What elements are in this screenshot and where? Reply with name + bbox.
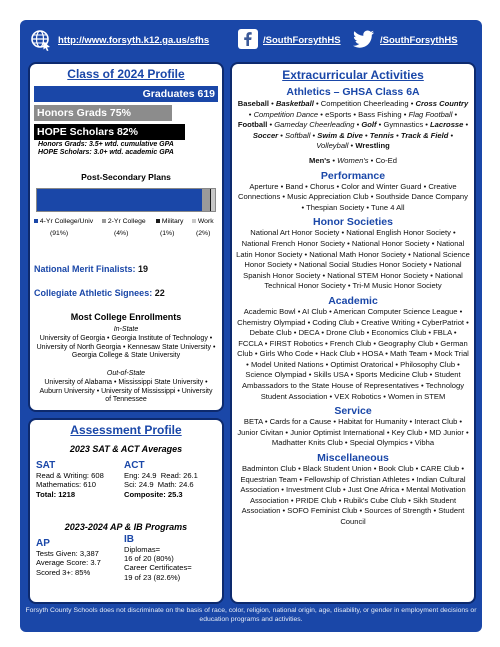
- sat-act-title: 2023 SAT & ACT Averages: [69, 444, 183, 454]
- merit-value: 19: [138, 264, 149, 274]
- athletics-item: Volleyball: [316, 141, 349, 151]
- facebook-link[interactable]: /SouthForsythHS: [263, 35, 341, 46]
- ap-scored: Scored 3+: 85%: [36, 567, 91, 577]
- athletics-item: Basketball: [275, 99, 314, 108]
- athletics-item: Cross Country: [415, 99, 469, 108]
- legend-4yr-swatch: [34, 219, 38, 223]
- sat-read-write: Read & Writing: 608: [36, 471, 104, 480]
- service-title: Service: [334, 405, 372, 418]
- bullet-separator: •: [318, 109, 326, 119]
- athletics-item: Flag Football: [408, 109, 453, 119]
- athletics-item: Baseball: [237, 99, 269, 108]
- athletics-item: Soccer: [252, 130, 279, 140]
- merit-label: National Merit Finalists:: [34, 264, 136, 274]
- post-secondary-stacked-bar: [36, 188, 216, 212]
- legend-2yr-label: 2-Yr College: [107, 218, 146, 225]
- athletics-item: Track & Field: [400, 130, 449, 140]
- athletics-item: Co-Ed: [375, 155, 397, 165]
- academic-title: Academic: [328, 294, 378, 307]
- performance-title: Performance: [320, 169, 386, 182]
- honor-societies-title: Honor Societies: [313, 216, 393, 229]
- legend-4yr-label: 4-Yr College/Univ: [39, 218, 94, 225]
- bullet-separator: •: [448, 130, 454, 140]
- bullet-separator: •: [267, 120, 275, 130]
- athletics-item: Golf: [361, 120, 377, 130]
- bullet-separator: •: [348, 141, 356, 151]
- ap-ib-title: 2023-2024 AP & IB Programs: [64, 522, 188, 532]
- sat-block: [36, 460, 126, 499]
- bullet-separator: •: [278, 130, 286, 140]
- bullet-separator: •: [269, 99, 276, 108]
- ib-diplomas-count: 16 of 20 (80%): [124, 554, 174, 564]
- athletics-item: Competition Dance: [253, 109, 319, 119]
- ap-label: AP: [36, 538, 50, 549]
- miscellaneous-list: Badminton Club • Black Student Union • Book Club • CARE Club • Equestrian Team • Fellowship of Christian Athletes • Indian Cultural Association • Investment Club • Just One Africa • Mental Motivation Association • PRIDE Club • Rubik's Cube Club • Sikh Student Association • SOFO Feminist Club • Sources of Strength • Student Council: [240, 464, 466, 526]
- act-composite: Composite: 25.3: [124, 489, 183, 499]
- bar-graduates-label: Graduates 619: [142, 88, 215, 100]
- assessment-title: Assessment Profile: [70, 423, 182, 437]
- enrollments-title: Most College Enrollments: [70, 312, 182, 322]
- sat-total: Total: 1218: [36, 489, 76, 499]
- bullet-separator: •: [351, 109, 359, 119]
- profile-page: [20, 20, 482, 632]
- athletic-label: Collegiate Athletic Signees:: [34, 288, 153, 298]
- legend-military-label: Military: [161, 218, 184, 225]
- post-secondary-legend: [34, 218, 222, 242]
- miscellaneous-title: Miscellaneous: [317, 452, 389, 465]
- athletics-item: eSports: [325, 109, 352, 119]
- ap-block: [36, 538, 126, 577]
- athletic-signees: [34, 288, 165, 298]
- legend-4yr: [34, 218, 93, 225]
- out-state-label: Out-of-State: [106, 370, 146, 377]
- athletics-item: Men's: [309, 155, 331, 165]
- bullet-separator: •: [463, 120, 469, 130]
- bar-hope: [34, 124, 218, 140]
- ap-tests: Tests Given: 3,387: [36, 549, 99, 558]
- legend-4yr-pct: (91%): [50, 230, 69, 237]
- twitter-link[interactable]: /SouthForsythHS: [380, 35, 458, 46]
- legend-military-pct: (1%): [160, 230, 175, 237]
- athletics-item: Bass Fishing: [358, 109, 402, 119]
- sat-label: SAT: [36, 460, 56, 471]
- extracurricular-title: Extracurricular Activities: [282, 68, 424, 82]
- sat-math: Mathematics: 610: [36, 480, 96, 490]
- nondiscrimination-footer: Forsyth County Schools does not discriminate on the basis of race, color, religion, national origin, age, disability, or gender in employment decisions or education programs and activities.: [25, 607, 477, 623]
- bar-graduates: [34, 86, 218, 102]
- athletics-list: [236, 99, 470, 152]
- ib-diplomas: Diplomas=: [124, 545, 161, 554]
- assessment-panel: [28, 418, 224, 604]
- post-secondary-segment: [202, 189, 209, 211]
- bullet-separator: •: [393, 130, 401, 140]
- graduation-bars: [34, 86, 218, 156]
- bullet-separator: •: [248, 109, 254, 119]
- out-state-colleges: University of Alabama • Mississippi State University • Auburn University • University of Mississippi • University of Tennessee: [39, 379, 213, 404]
- athletics-item: Tennis: [369, 130, 394, 140]
- athletics-title: Athletics – GHSA Class 6A: [286, 86, 420, 98]
- bullet-separator: •: [362, 130, 370, 140]
- bullet-separator: •: [376, 120, 384, 130]
- in-state-label: In-State: [113, 326, 139, 333]
- bullet-separator: •: [354, 120, 362, 130]
- bullet-separator: •: [408, 99, 416, 108]
- extracurricular-panel: [230, 62, 476, 604]
- bullet-separator: •: [401, 109, 409, 119]
- athletics-item: Women's: [337, 155, 369, 165]
- ib-label: IB: [124, 534, 134, 545]
- athletics-item: Wrestling: [355, 141, 390, 151]
- bullet-separator: •: [330, 155, 338, 165]
- bullet-separator: •: [368, 155, 376, 165]
- athletic-value: 22: [154, 288, 165, 298]
- athletics-item: Gameday Cheerleading: [274, 120, 355, 130]
- bar-honors-label: Honors Grads 75%: [37, 107, 131, 119]
- academic-list: Academic Bowl • AI Club • American Computer Science League • Chemistry Olympiad • Coding Club • Creative Writing • CyberPatriot • Debate Club • DECA • Drone Club • Economics Club • FBLA • FCCLA • FIRST Robotics • French Club • Geography Club • German Club • Girls Who Code • Hack Club • HOSA • Math Team • Mock Trial • Model United Nations • Optimist Oratorical • Philosophy Club • Science Olympiad • Skills USA • Sports Medicine Club • Student Ambassadors to the State House of Representatives • Technology Student Association • VEX Robotics • Women in STEM: [237, 306, 469, 401]
- legend-work-label: Work: [197, 218, 214, 225]
- school-website-link[interactable]: http://www.forsyth.k12.ga.us/sfhs: [58, 35, 210, 46]
- act-label: ACT: [124, 460, 145, 471]
- merit-finalists: [34, 264, 148, 274]
- post-secondary-title: Post-Secondary Plans: [81, 172, 171, 182]
- legend-2yr: [102, 218, 146, 225]
- athletics-item: Swim & Dive: [317, 130, 363, 140]
- gpa-note-hope: HOPE Scholars: 3.0+ wtd. academic GPA: [38, 148, 174, 156]
- honor-societies-list: National Art Honor Society • National English Honor Society • National French Honor Society • National Honor Society • National Latin Honor Society • National Math Honor Society • National Science Honor Society • National Social Studies Honor Society • National Spanish Honor Society • National STEM Honor Society • National Technical Honor Society • Tri-M Music Honor Society: [236, 228, 470, 291]
- act-block: [124, 460, 222, 499]
- legend-2yr-pct: (4%): [114, 230, 129, 237]
- ib-block: [124, 534, 222, 582]
- legend-2yr-swatch: [102, 219, 106, 223]
- legend-military-swatch: [156, 219, 160, 223]
- post-secondary-segment: [37, 189, 202, 211]
- globe-cursor-icon: [30, 29, 52, 51]
- ap-avg: Average Score: 3.7: [36, 558, 101, 568]
- ib-certificates-count: 19 of 23 (82.6%): [124, 572, 181, 582]
- bullet-separator: •: [452, 109, 458, 119]
- legend-military: [156, 218, 183, 225]
- class-profile-panel: [28, 62, 224, 412]
- class-profile-title: Class of 2024 Profile: [67, 67, 185, 81]
- bar-honors: [34, 105, 218, 121]
- legend-work-pct: (2%): [196, 230, 211, 237]
- bullet-separator: •: [310, 130, 318, 140]
- service-list: BETA • Cards for a Cause • Habitat for Humanity • Interact Club • Junior Civitan • Junior Optimist International • Key Club • MD Junior • Madhatter Knits Club • Special Olympics • Vibha: [237, 417, 469, 448]
- athletics-item: Lacrosse: [430, 120, 464, 130]
- act-sci-math: Sci: 24.9 Math: 24.6: [124, 480, 194, 490]
- athletics-legend: [236, 156, 470, 167]
- bullet-separator: •: [313, 99, 321, 108]
- gpa-note-honors: Honors Grads: 3.5+ wtd. cumulative GPA: [38, 141, 174, 148]
- ib-certificates: Career Certificates=: [124, 563, 192, 573]
- act-eng-read: Eng: 24.9 Read: 26.1: [124, 471, 198, 480]
- athletics-item: Softball: [285, 130, 311, 140]
- bullet-separator: •: [423, 120, 431, 130]
- post-secondary-chart: [36, 188, 216, 212]
- legend-work: [192, 218, 214, 225]
- header-bar: [20, 20, 482, 60]
- in-state-colleges: University of Georgia • Georgia Institute of Technology • University of North Georgia • Kennesaw State University • Georgia College & State University: [36, 335, 216, 360]
- bar-hope-label: HOPE Scholars 82%: [37, 126, 138, 138]
- athletics-item: Competition Cheerleading: [320, 99, 409, 108]
- twitter-icon: [353, 29, 375, 49]
- post-secondary-segment: [211, 189, 215, 211]
- performance-list: Aperture • Band • Chorus • Color and Winter Guard • Creative Connections • Music Appreciation Club • Southside Dance Company • Thespian Society • Tune 4 All: [238, 181, 468, 212]
- athletics-item: Gymnastics: [383, 120, 424, 130]
- athletics-item: Football: [237, 120, 268, 130]
- facebook-icon: [238, 29, 258, 49]
- legend-work-swatch: [192, 219, 196, 223]
